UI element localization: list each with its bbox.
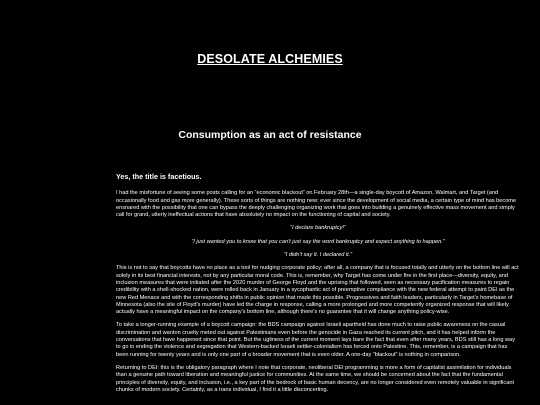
quote-3: “I didn't say it. I declared it.” [283,252,353,259]
quote-1: “I declare bankruptcy!” [290,225,346,232]
post-lead: Yes, the title is facetious. [116,172,202,181]
post-body [116,173,520,400]
quote-2: “I just wanted you to know that you can't just say the word bankruptcy and expect anything to happen.” [191,238,445,245]
post-title: Consumption as an act of resistance [178,129,362,141]
site-title[interactable]: DESOLATE ALCHEMIES [197,52,343,66]
paragraph-4: Returning to DEI: this is the obligatory paragraph where I note that corporate, neoliberal DEI programming is more a form of capitalist assimilation for individuals than a genuine path toward liberation and meaningful justice for communities. At the same time, we should be concerned about the fact that the fundamental principles of diversity, equity, and inclusion, i.e., a key part of the bedrock of basic human decency, are no longer considered even remotely valuable in significant chunks of modern society. Certainly, as a trans individual, I find it a little disconcerting. [116,364,514,393]
paragraph-2: This is not to say that boycotts have no place as a tool for nudging corporate policy; after all, a company that is focused totally and utterly on the bottom line will act solely in its best financial interests, not by any particular moral code. This is, remember, why Target has come under fire in the first place—diversity, equity, and inclusion measures that were initiated after the 2020 murder of George Floyd and the uprising that followed, seen as necessary pacification measures to regain credibility with a shell-shocked nation, were rolled back in January in a sycophantic act of preemptive compliance with the new federal attempt to paint DEI as the new Red Menace and with the corresponding shifts in public opinion that made this possible. Progressives and faith leaders, particularly in Target's homebase of Minnesota (also the site of Floyd's murder) have led the charge in response, calling a more prolonged and more competently organized response that will likely actually have a meaningful impact on the company's bottom line, although there's no guarantee that it will change anything policy-wise. [116,265,519,316]
paragraph-1: I had the misfortune of seeing some posts calling for an “economic blackout” on February 28th—a single-day boycott of Amazon, Walmart, and Target (and occasionally food and gas more generally). These sorts of things are nothing new; ever since the development of social media, a certain type of mind has become ensnared with the possibility that one can bypass the deeply challenging organizing work that goes into building a genuinely effective mass movement and simply call for grand, utterly ineffectual actions that have absolutely no impact on the functioning of capital and society. [116,190,517,219]
paragraph-3: To take a longer-running example of a boycott campaign: the BDS campaign against Israeli apartheid has done much to raise public awareness on the casual discrimination and wanton cruelty meted out against Palestinians even before the genocide in Gaza reached its current pitch, and it has helped inform the conversations that have happened since that point. But the ugliness of the current moment lays bare the fact that even after many years, BDS still has a long way to go in ending the violence and segregation that Western-backed Israeli settler-colonialism has forced onto Palestine. This, remember, is a campaign that has been running for twenty years and is only one part of a broader movement that is even older. A one-day “blackout” is nothing in comparison. [116,322,515,358]
